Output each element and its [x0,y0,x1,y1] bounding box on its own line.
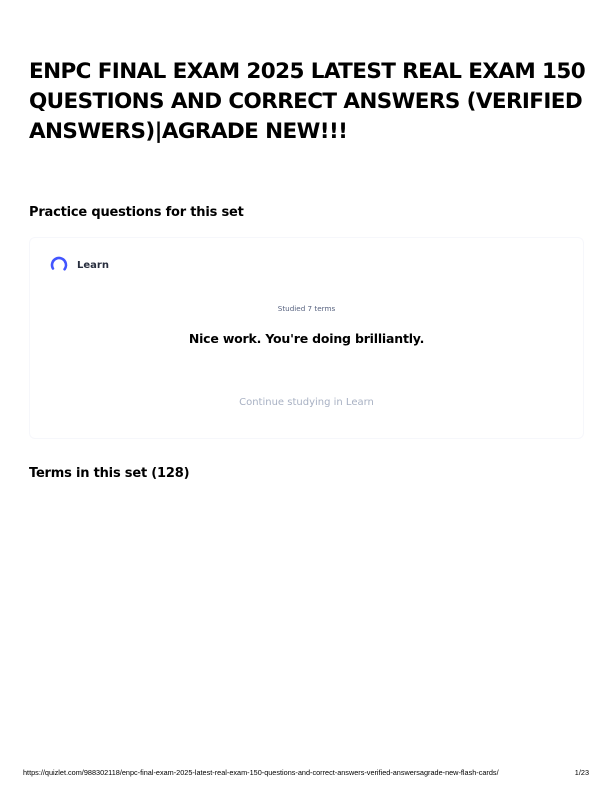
page-url: https://quizlet.com/988302118/enpc-final-exam-2025-latest-real-exam-150-questions-and-correct-answers-verified-answersagrade-new-flash-cards/ [23,768,499,777]
set-title: ENPC FINAL EXAM 2025 LATEST REAL EXAM 150 QUESTIONS AND CORRECT ANSWERS (VERIFIED ANSWERS)|AGRADE NEW!!! [29,59,586,144]
learn-progress-icon [49,255,69,275]
continue-studying-link[interactable]: Continue studying in Learn [239,397,374,408]
learn-card [29,237,584,439]
terms-heading: Terms in this set (128) [29,466,190,481]
learn-mode-button[interactable] [49,255,109,275]
praise-message: Nice work. You're doing brilliantly. [188,331,425,346]
learn-mode-label: Learn [77,259,109,271]
studied-count: Studied 7 terms [277,304,336,313]
page-number: 1/23 [574,768,589,777]
practice-heading: Practice questions for this set [29,205,244,220]
